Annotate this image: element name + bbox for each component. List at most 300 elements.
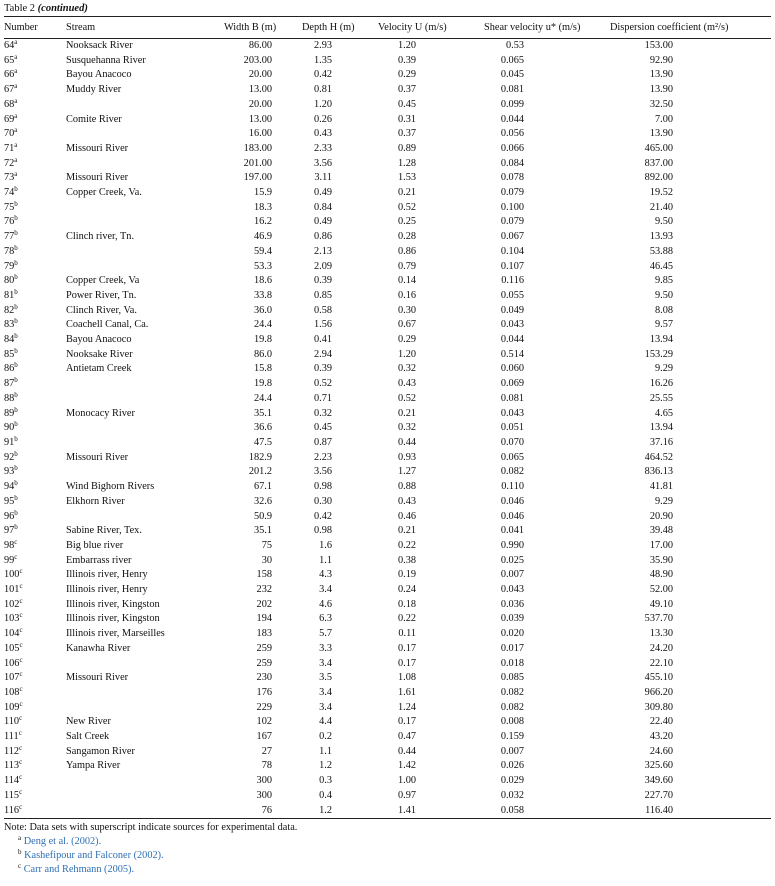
- cell-number: [4, 701, 66, 716]
- source-superscript: c: [18, 729, 22, 738]
- cell-velocity: 0.47: [397, 731, 416, 743]
- cell-shear-velocity: 0.081: [500, 392, 524, 404]
- cell-width: 16.2: [253, 216, 272, 228]
- cell-dispersion: 24.20: [649, 642, 673, 654]
- source-superscript: c: [19, 655, 23, 664]
- cell-stream: [66, 701, 216, 716]
- cell-width: 197.00: [243, 172, 272, 184]
- cell-velocity: 0.44: [397, 436, 416, 448]
- row-number: 108: [4, 686, 20, 698]
- table-row: [4, 510, 771, 525]
- cell-number: [4, 54, 66, 69]
- cell-shear-velocity: 0.043: [500, 407, 524, 419]
- cell-number: [4, 657, 66, 672]
- cell-number: [4, 113, 66, 128]
- cell-width: 27: [261, 745, 272, 757]
- cell-dispersion: 16.26: [649, 378, 673, 390]
- cell-depth: 0.30: [313, 495, 332, 507]
- table-row: [4, 465, 771, 480]
- source-superscript: b: [14, 346, 18, 355]
- source-superscript: a: [14, 140, 18, 149]
- cell-number: [4, 289, 66, 304]
- cell-velocity: 0.28: [397, 231, 416, 243]
- row-number: 64: [4, 40, 15, 51]
- cell-depth: 3.4: [319, 657, 332, 669]
- cell-width: 183.00: [243, 142, 272, 154]
- cell-velocity: 0.25: [397, 216, 416, 228]
- cell-shear-velocity: 0.099: [500, 98, 524, 110]
- cell-stream: [66, 510, 216, 525]
- table-body: [4, 39, 771, 819]
- cell-depth: 0.32: [313, 407, 332, 419]
- source-superscript: a: [14, 111, 18, 120]
- cell-depth: 0.26: [313, 113, 332, 125]
- cell-dispersion: 455.10: [644, 672, 673, 684]
- table-row: [4, 451, 771, 466]
- cell-shear-velocity: 0.066: [500, 142, 524, 154]
- cell-shear-velocity: 0.032: [500, 789, 524, 801]
- cell-depth: 5.7: [319, 628, 332, 640]
- cell-stream: Missouri River: [66, 451, 129, 463]
- cell-width: 20.00: [248, 69, 272, 81]
- row-number: 100: [4, 569, 20, 581]
- dispersion-data-table: [4, 16, 771, 819]
- cell-shear-velocity: 0.046: [500, 510, 524, 522]
- cell-number: [4, 465, 66, 480]
- cell-dispersion: 13.94: [649, 422, 673, 434]
- header-stream: Stream: [66, 17, 216, 39]
- row-number: 90: [4, 422, 15, 434]
- table-header: [4, 17, 771, 39]
- cell-width: 50.9: [253, 510, 272, 522]
- cell-depth: 0.49: [313, 187, 332, 199]
- source-superscript: a: [14, 126, 18, 135]
- table-row: [4, 142, 771, 157]
- cell-depth: 0.39: [313, 275, 332, 287]
- cell-velocity: 0.86: [397, 245, 416, 257]
- source-superscript: a: [14, 38, 18, 46]
- cell-velocity: 0.97: [397, 789, 416, 801]
- cell-shear-velocity: 0.070: [500, 436, 524, 448]
- table-row: [4, 789, 771, 804]
- table-row: [4, 215, 771, 230]
- table-row: [4, 113, 771, 128]
- cell-dispersion: 227.70: [644, 789, 673, 801]
- cell-width: 36.6: [253, 422, 272, 434]
- cell-stream: Clinch river, Tn.: [66, 231, 135, 243]
- cell-shear-velocity: 0.990: [500, 539, 524, 551]
- cell-shear-velocity: 0.056: [500, 128, 524, 140]
- cell-width: 202: [256, 598, 272, 610]
- cell-shear-velocity: 0.065: [500, 451, 524, 463]
- cell-shear-velocity: 0.067: [500, 231, 524, 243]
- cell-stream: Illinois river, Kingston: [66, 598, 160, 610]
- cell-velocity: 1.24: [397, 701, 416, 713]
- source-superscript: c: [19, 670, 23, 679]
- row-number: 74: [4, 187, 15, 199]
- table-row: [4, 54, 771, 69]
- cell-shear-velocity: 0.116: [501, 275, 524, 287]
- cell-stream: [66, 436, 216, 451]
- cell-shear-velocity: 0.107: [500, 260, 524, 272]
- cell-dispersion: 52.00: [649, 584, 673, 596]
- cell-depth: 3.5: [319, 672, 332, 684]
- row-number: 67: [4, 84, 15, 96]
- cell-number: [4, 83, 66, 98]
- source-superscript: b: [14, 273, 18, 282]
- source-superscript: c: [19, 773, 23, 782]
- cell-number: [4, 142, 66, 157]
- table-row: [4, 157, 771, 172]
- row-number: 107: [4, 672, 20, 684]
- cell-width: 167: [256, 731, 272, 743]
- cell-shear-velocity: 0.036: [500, 598, 524, 610]
- cell-velocity: 0.32: [397, 363, 416, 375]
- cell-width: 78: [261, 760, 272, 772]
- cell-width: 300: [256, 789, 272, 801]
- cell-number: [4, 392, 66, 407]
- cell-number: [4, 68, 66, 83]
- cell-number: [4, 554, 66, 569]
- cell-depth: 3.56: [313, 466, 332, 478]
- cell-velocity: 0.29: [397, 69, 416, 81]
- source-superscript: b: [14, 258, 18, 267]
- row-number: 83: [4, 319, 15, 331]
- table-row: [4, 715, 771, 730]
- cell-dispersion: 836.13: [644, 466, 673, 478]
- table-row: [4, 245, 771, 260]
- row-number: 109: [4, 701, 20, 713]
- cell-shear-velocity: 0.082: [500, 466, 524, 478]
- row-number: 116: [4, 804, 20, 816]
- cell-velocity: 0.43: [397, 495, 416, 507]
- cell-width: 182.9: [248, 451, 272, 463]
- cell-dispersion: 837.00: [644, 157, 673, 169]
- source-superscript: b: [14, 508, 18, 517]
- cell-shear-velocity: 0.084: [500, 157, 524, 169]
- cell-width: 33.8: [253, 289, 272, 301]
- cell-width: 36.0: [253, 304, 272, 316]
- row-number: 79: [4, 260, 15, 272]
- table-row: [4, 657, 771, 672]
- cell-dispersion: 13.90: [649, 84, 673, 96]
- table-row: [4, 671, 771, 686]
- cell-number: [4, 774, 66, 789]
- row-number: 91: [4, 436, 15, 448]
- cell-number: [4, 759, 66, 774]
- cell-dispersion: 24.60: [649, 745, 673, 757]
- row-number: 80: [4, 275, 15, 287]
- cell-depth: 3.56: [313, 157, 332, 169]
- cell-velocity: 0.21: [397, 407, 416, 419]
- row-number: 89: [4, 407, 15, 419]
- cell-width: 19.8: [253, 334, 272, 346]
- table-row: [4, 686, 771, 701]
- cell-number: [4, 715, 66, 730]
- cell-width: 259: [256, 642, 272, 654]
- source-superscript: c: [19, 596, 23, 605]
- source-superscript: b: [14, 229, 18, 238]
- source-superscript: b: [14, 361, 18, 370]
- row-number: 105: [4, 642, 20, 654]
- source-superscript: b: [14, 214, 18, 223]
- cell-depth: 0.86: [313, 231, 332, 243]
- source-superscript: a: [14, 96, 18, 105]
- row-number: 99: [4, 554, 15, 566]
- source-superscript: a: [14, 82, 18, 91]
- cell-shear-velocity: 0.514: [500, 348, 524, 360]
- cell-number: [4, 98, 66, 113]
- cell-number: [4, 274, 66, 289]
- cell-dispersion: 349.60: [644, 775, 673, 787]
- row-number: 94: [4, 481, 15, 493]
- cell-velocity: 1.00: [397, 775, 416, 787]
- reference-link[interactable]: Deng et al. (2002).: [23, 836, 102, 848]
- row-number: 113: [4, 760, 20, 772]
- row-number: 82: [4, 304, 15, 316]
- cell-dispersion: 39.48: [649, 525, 673, 537]
- table-row: [4, 598, 771, 613]
- cell-velocity: 0.17: [397, 657, 416, 669]
- table-caption: [4, 0, 771, 16]
- table-row: [4, 759, 771, 774]
- cell-number: [4, 686, 66, 701]
- reference-link[interactable]: Carr and Rehmann (2005).: [23, 864, 135, 876]
- cell-width: 13.00: [248, 113, 272, 125]
- reference-superscript: a: [18, 834, 22, 843]
- cell-dispersion: 53.88: [649, 245, 673, 257]
- cell-stream: Wind Bighorn Rivers: [66, 481, 155, 493]
- cell-width: 259: [256, 657, 272, 669]
- source-superscript: b: [14, 199, 18, 208]
- cell-number: [4, 671, 66, 686]
- cell-depth: 1.35: [313, 54, 332, 66]
- table-row: [4, 230, 771, 245]
- cell-depth: 0.81: [313, 84, 332, 96]
- cell-depth: 0.84: [313, 201, 332, 213]
- cell-velocity: 1.61: [397, 686, 416, 698]
- row-number: 87: [4, 378, 15, 390]
- cell-shear-velocity: 0.029: [500, 775, 524, 787]
- cell-number: [4, 568, 66, 583]
- table-row: [4, 201, 771, 216]
- cell-depth: 4.3: [319, 569, 332, 581]
- header-velocity: Velocity U (m/s): [372, 17, 474, 39]
- table-row: [4, 407, 771, 422]
- cell-depth: 0.87: [313, 436, 332, 448]
- cell-shear-velocity: 0.082: [500, 701, 524, 713]
- source-superscript: b: [14, 420, 18, 429]
- cell-dispersion: 13.93: [649, 231, 673, 243]
- cell-velocity: 0.17: [397, 642, 416, 654]
- cell-shear-velocity: 0.043: [500, 319, 524, 331]
- cell-dispersion: 35.90: [649, 554, 673, 566]
- cell-dispersion: 43.20: [649, 731, 673, 743]
- header-number: Number: [4, 17, 66, 39]
- cell-width: 18.6: [253, 275, 272, 287]
- cell-number: [4, 127, 66, 142]
- row-number: 88: [4, 392, 15, 404]
- cell-depth: 2.33: [313, 142, 332, 154]
- cell-depth: 2.93: [313, 40, 332, 51]
- source-superscript: a: [14, 52, 18, 61]
- cell-number: [4, 583, 66, 598]
- cell-dispersion: 892.00: [644, 172, 673, 184]
- cell-stream: Muddy River: [66, 84, 122, 96]
- header-depth: Depth H (m): [294, 17, 372, 39]
- cell-stream: [66, 421, 216, 436]
- table-row: [4, 701, 771, 716]
- cell-velocity: 0.22: [397, 613, 416, 625]
- cell-width: 67.1: [253, 481, 272, 493]
- cell-number: [4, 627, 66, 642]
- cell-number: [4, 730, 66, 745]
- cell-number: [4, 318, 66, 333]
- row-number: 78: [4, 245, 15, 257]
- cell-depth: 0.43: [313, 128, 332, 140]
- cell-stream: [66, 392, 216, 407]
- source-superscript: c: [19, 699, 23, 708]
- cell-dispersion: 9.57: [654, 319, 673, 331]
- cell-stream: [66, 127, 216, 142]
- cell-number: [4, 407, 66, 422]
- cell-stream: [66, 774, 216, 789]
- source-superscript: b: [14, 434, 18, 443]
- cell-velocity: 1.28: [397, 157, 416, 169]
- cell-number: [4, 804, 66, 819]
- table-row: [4, 260, 771, 275]
- cell-shear-velocity: 0.044: [500, 113, 524, 125]
- reference-link[interactable]: Kashefipour and Falconer (2002).: [24, 850, 164, 862]
- cell-width: 32.6: [253, 495, 272, 507]
- caption-prefix: Table 2: [4, 3, 36, 14]
- table-row: [4, 480, 771, 495]
- row-number: 72: [4, 157, 15, 169]
- cell-velocity: 0.21: [397, 187, 416, 199]
- table-row: [4, 554, 771, 569]
- cell-width: 203.00: [243, 54, 272, 66]
- cell-width: 46.9: [253, 231, 272, 243]
- cell-velocity: 0.93: [397, 451, 416, 463]
- cell-shear-velocity: 0.085: [500, 672, 524, 684]
- source-superscript: a: [14, 155, 18, 164]
- source-superscript: b: [14, 493, 18, 502]
- cell-velocity: 0.32: [397, 422, 416, 434]
- cell-stream: [66, 377, 216, 392]
- cell-dispersion: 464.52: [644, 451, 673, 463]
- cell-stream: Sabine River, Tex.: [66, 525, 142, 537]
- cell-width: 20.00: [248, 98, 272, 110]
- cell-stream: [66, 157, 216, 172]
- source-superscript: b: [14, 479, 18, 488]
- row-number: 95: [4, 495, 15, 507]
- cell-stream: Sangamon River: [66, 745, 135, 757]
- source-superscript: c: [14, 552, 18, 561]
- cell-dispersion: 8.08: [654, 304, 673, 316]
- cell-depth: 2.13: [313, 245, 332, 257]
- cell-width: 300: [256, 775, 272, 787]
- row-number: 114: [4, 775, 20, 787]
- cell-number: [4, 510, 66, 525]
- row-number: 103: [4, 613, 20, 625]
- cell-stream: Monocacy River: [66, 407, 135, 419]
- cell-shear-velocity: 0.045: [500, 69, 524, 81]
- row-number: 104: [4, 628, 20, 640]
- row-number: 73: [4, 172, 15, 184]
- cell-width: 102: [256, 716, 272, 728]
- cell-width: 30: [261, 554, 272, 566]
- cell-width: 194: [256, 613, 272, 625]
- cell-depth: 0.42: [313, 69, 332, 81]
- cell-stream: [66, 465, 216, 480]
- cell-velocity: 1.08: [397, 672, 416, 684]
- cell-stream: Coachell Canal, Ca.: [66, 319, 149, 331]
- caption-suffix: (continued): [37, 3, 88, 14]
- cell-shear-velocity: 0.060: [500, 363, 524, 375]
- row-number: 81: [4, 289, 15, 301]
- cell-shear-velocity: 0.104: [500, 245, 524, 257]
- row-number: 70: [4, 128, 15, 140]
- source-superscript: a: [14, 170, 18, 179]
- cell-shear-velocity: 0.100: [500, 201, 524, 213]
- source-superscript: c: [19, 802, 23, 811]
- cell-velocity: 0.11: [398, 628, 416, 640]
- cell-depth: 2.94: [313, 348, 332, 360]
- row-number: 111: [4, 731, 19, 743]
- cell-depth: 1.1: [319, 554, 332, 566]
- cell-dispersion: 13.30: [649, 628, 673, 640]
- cell-velocity: 0.44: [397, 745, 416, 757]
- cell-stream: Illinois river, Henry: [66, 584, 148, 596]
- cell-shear-velocity: 0.081: [500, 84, 524, 96]
- cell-stream: Kanawha River: [66, 642, 131, 654]
- cell-shear-velocity: 0.044: [500, 334, 524, 346]
- table-row: [4, 524, 771, 539]
- reference-list: [4, 835, 771, 877]
- cell-shear-velocity: 0.082: [500, 686, 524, 698]
- cell-width: 201.00: [243, 157, 272, 169]
- cell-width: 18.3: [253, 201, 272, 213]
- cell-velocity: 0.79: [397, 260, 416, 272]
- table-row: [4, 627, 771, 642]
- cell-dispersion: 153.29: [644, 348, 673, 360]
- cell-shear-velocity: 0.079: [500, 187, 524, 199]
- table-row: [4, 68, 771, 83]
- cell-stream: Missouri River: [66, 672, 129, 684]
- source-superscript: c: [19, 582, 23, 591]
- cell-velocity: 0.17: [397, 716, 416, 728]
- cell-number: [4, 642, 66, 657]
- header-shear-velocity: Shear velocity u* (m/s): [474, 17, 606, 39]
- cell-width: 229: [256, 701, 272, 713]
- source-superscript: b: [14, 243, 18, 252]
- cell-dispersion: 49.10: [649, 598, 673, 610]
- cell-dispersion: 537.70: [644, 613, 673, 625]
- row-number: 86: [4, 363, 15, 375]
- cell-dispersion: 37.16: [649, 436, 673, 448]
- source-superscript: c: [19, 714, 23, 723]
- table-row: [4, 774, 771, 789]
- cell-stream: Salt Creek: [66, 731, 110, 743]
- table-row: [4, 377, 771, 392]
- cell-number: [4, 230, 66, 245]
- cell-stream: Big blue river: [66, 539, 124, 551]
- cell-shear-velocity: 0.025: [500, 554, 524, 566]
- cell-number: [4, 539, 66, 554]
- cell-width: 183: [256, 628, 272, 640]
- cell-stream: [66, 215, 216, 230]
- cell-number: [4, 598, 66, 613]
